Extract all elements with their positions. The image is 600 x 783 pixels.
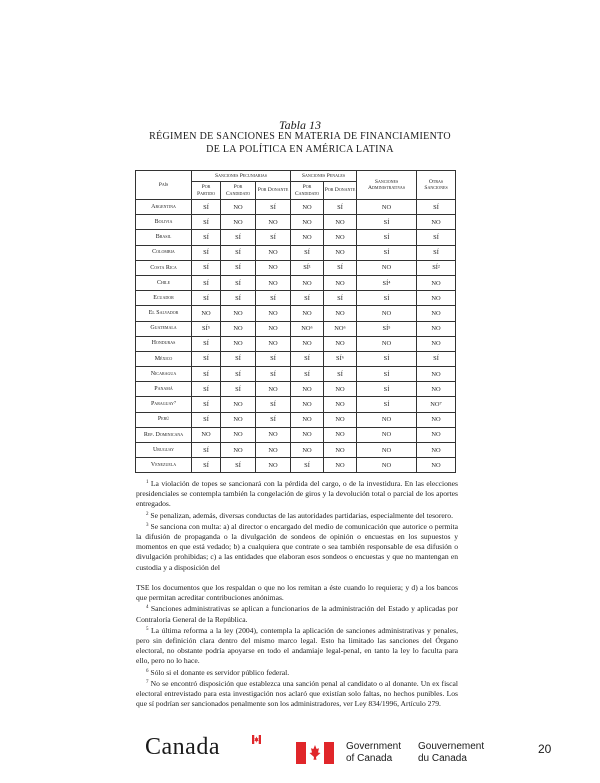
value-cell: SÍ: [357, 382, 417, 397]
value-cell: SÍ: [221, 291, 256, 306]
value-cell: SÍ: [221, 351, 256, 366]
value-cell: SÍ: [417, 200, 456, 215]
value-cell: NO: [291, 382, 324, 397]
value-cell: SÍ: [192, 412, 221, 427]
value-cell: NO⁶: [291, 321, 324, 336]
value-cell: SÍ: [357, 245, 417, 260]
value-cell: NO: [221, 443, 256, 458]
country-cell: Paraguay⁷: [136, 397, 192, 412]
value-cell: NO: [324, 245, 357, 260]
country-cell: Brasil: [136, 230, 192, 245]
value-cell: NO: [417, 458, 456, 473]
value-cell: NO: [417, 412, 456, 427]
value-cell: SÍ: [221, 230, 256, 245]
value-cell: NO: [221, 427, 256, 442]
value-cell: NO: [357, 427, 417, 442]
value-cell: NO: [417, 215, 456, 230]
value-cell: NO: [357, 260, 417, 275]
table-row: [136, 215, 456, 230]
value-cell: NO: [192, 427, 221, 442]
value-cell: NO: [324, 275, 357, 290]
country-cell: El Salvador: [136, 306, 192, 321]
value-cell: SÍ: [192, 397, 221, 412]
value-cell: SÍ: [192, 382, 221, 397]
table-row: [136, 291, 456, 306]
value-cell: SÍ: [256, 397, 291, 412]
value-cell: SÍ: [291, 351, 324, 366]
value-cell: SÍ: [192, 245, 221, 260]
table-row: [136, 245, 456, 260]
table-row: [136, 427, 456, 442]
value-cell: SÍ: [291, 458, 324, 473]
value-cell: SÍ: [291, 291, 324, 306]
value-cell: NO: [291, 230, 324, 245]
value-cell: SÍ: [256, 291, 291, 306]
footnote-1: $^1$ La violación de topes se sancionará con la pérdida del cargo, o de la investidura. En las elecciones presidenciales se contempla también la congelación de giros y la devolución total o parcial de los aportes entregados.: [136, 479, 458, 509]
value-cell: NO: [256, 306, 291, 321]
country-cell: Nicaragua: [136, 367, 192, 382]
table-row: [136, 336, 456, 351]
value-cell: NO: [221, 321, 256, 336]
value-cell: NO: [417, 443, 456, 458]
value-cell: SÍ: [256, 230, 291, 245]
gouvernement-du-canada-fr: Gouvernement du Canada: [418, 741, 485, 764]
value-cell: NO: [417, 382, 456, 397]
value-cell: SÍ: [324, 367, 357, 382]
country-cell: Argentina: [136, 200, 192, 215]
value-cell: SÍ: [324, 291, 357, 306]
value-cell: SÍ: [291, 245, 324, 260]
footnote-7: $^7$ No se encontró disposición que establezca una sanción penal al candidato o al donante. Un ex fiscal electoral entrevistado para esta investigación nos aclaró que existían solo faltas, no hechos punibles. Los que sí podrían ser sancionados penalmente son los administradores, ver Ley 834/1996, Artículo 279.: [136, 678, 458, 709]
table-row: [136, 367, 456, 382]
value-cell: NO⁶: [324, 321, 357, 336]
value-cell: NO: [324, 230, 357, 245]
table-title-line2: DE LA POLÍTICA EN AMÉRICA LATINA: [206, 144, 394, 155]
value-cell: NO: [417, 291, 456, 306]
value-cell: NO: [324, 443, 357, 458]
header-pecuniarias: Sanciones Pecuniarias: [192, 171, 291, 182]
value-cell: SÍ: [192, 275, 221, 290]
wordmark-flag-icon: [252, 735, 261, 744]
value-cell: NO: [357, 200, 417, 215]
header-administrativas: Sanciones Administrativas: [357, 171, 417, 200]
value-cell: NO: [291, 275, 324, 290]
value-cell: NO: [324, 412, 357, 427]
footnote-3-continued: TSE los documentos que los respaldan o que no los remitan a éste cuando lo requiera; y d) a los bancos que permitan acreditar contribuciones anónimas.: [136, 583, 458, 603]
value-cell: SÍ: [357, 397, 417, 412]
value-cell: NO: [256, 215, 291, 230]
value-cell: SÍ: [357, 351, 417, 366]
value-cell: NO: [221, 306, 256, 321]
value-cell: NO: [256, 275, 291, 290]
table-row: [136, 458, 456, 473]
value-cell: NO: [256, 260, 291, 275]
value-cell: NO: [324, 458, 357, 473]
value-cell: SÍ⁵: [192, 321, 221, 336]
value-cell: NO: [324, 336, 357, 351]
value-cell: SÍ: [221, 260, 256, 275]
value-cell: SÍ: [256, 412, 291, 427]
subheader-penal-donante: Por Donante: [324, 182, 357, 200]
table-row: [136, 230, 456, 245]
table-row: [136, 200, 456, 215]
footnote-4: $^4$ Sanciones administrativas se aplican a funcionarios de la administración del Estado y aplicadas por Contraloría General de la República.: [136, 604, 458, 624]
value-cell: NO: [256, 458, 291, 473]
value-cell: SÍ: [256, 200, 291, 215]
table-row: [136, 306, 456, 321]
value-cell: SÍ: [221, 367, 256, 382]
value-cell: NO: [291, 443, 324, 458]
value-cell: NO: [417, 321, 456, 336]
value-cell: NO: [256, 336, 291, 351]
footnote-3: $^3$ Se sanciona con multa: a) al director o encargado del medio de comunicación que autorice o permita la difusión de propaganda o la divulgación de sondeos de opinión o encuestas en los supuestos y momentos en que está vedado; b) a cualquiera que contrate o sea también responsable de esa difusión o divulgación prohibidas; c) a las entidades que elaboran esos sondeos o encuestas y que no mantengan en custodia y a disposición del: [136, 521, 458, 572]
table-row: [136, 260, 456, 275]
value-cell: NO: [324, 306, 357, 321]
value-cell: SÍ: [221, 245, 256, 260]
value-cell: SÍ: [192, 260, 221, 275]
value-cell: SÍ: [192, 230, 221, 245]
value-cell: SÍ: [256, 351, 291, 366]
value-cell: NO: [417, 367, 456, 382]
value-cell: SÍ: [357, 230, 417, 245]
value-cell: SÍ⁵: [357, 321, 417, 336]
table-row: [136, 443, 456, 458]
value-cell: NO: [256, 382, 291, 397]
value-cell: NO: [417, 336, 456, 351]
value-cell: SÍ: [256, 367, 291, 382]
value-cell: NO: [291, 412, 324, 427]
footnotes-block-1: [136, 478, 458, 573]
country-cell: Costa Rica: [136, 260, 192, 275]
value-cell: SÍ: [192, 336, 221, 351]
value-cell: SÍ: [192, 443, 221, 458]
value-cell: NO: [256, 321, 291, 336]
table-row: [136, 397, 456, 412]
value-cell: NO: [291, 427, 324, 442]
footnote-5: $^5$ La última reforma a la ley (2004), contempla la aplicación de sanciones administrativas y penales, pero sin definición clara dentro del mismo marco legal. Esto ha limitado las sanciones del Órgano electoral, no obstante podría apoyarse en todo el andamiaje legal-penal, en tanto la ley lo faculta para ello, pero no lo hace.: [136, 625, 458, 666]
value-cell: NO: [256, 245, 291, 260]
value-cell: NO: [417, 427, 456, 442]
canada-flag-icon: [296, 742, 334, 764]
table-title-line1: RÉGIMEN DE SANCIONES EN MATERIA DE FINANCIAMIENTO: [149, 131, 451, 142]
header-penales: Sanciones Penales: [291, 171, 357, 182]
country-cell: México: [136, 351, 192, 366]
footnote-6: $^6$ Sólo si el donante es servidor público federal.: [146, 667, 290, 677]
value-cell: SÍ⁴: [357, 275, 417, 290]
value-cell: NO: [221, 215, 256, 230]
value-cell: NO: [221, 397, 256, 412]
value-cell: NO: [221, 200, 256, 215]
subheader-por-donante: Por Donante: [256, 182, 291, 200]
value-cell: NO: [357, 443, 417, 458]
value-cell: SÍ: [221, 275, 256, 290]
government-of-canada-en: Government of Canada: [346, 741, 402, 764]
value-cell: NO: [357, 306, 417, 321]
value-cell: NO: [291, 397, 324, 412]
value-cell: SÍ: [192, 200, 221, 215]
value-cell: NO: [291, 200, 324, 215]
country-cell: Rep. Dominicana: [136, 427, 192, 442]
header-pais: País: [136, 171, 192, 200]
canada-wordmark: Canada: [145, 734, 220, 760]
country-cell: Perú: [136, 412, 192, 427]
value-cell: SÍ: [192, 351, 221, 366]
value-cell: NO: [291, 306, 324, 321]
country-cell: Ecuador: [136, 291, 192, 306]
subheader-por-candidato: Por Candidato: [221, 182, 256, 200]
value-cell: NO: [256, 427, 291, 442]
value-cell: SÍ: [192, 215, 221, 230]
value-cell: NO: [324, 397, 357, 412]
value-cell: NO: [324, 427, 357, 442]
value-cell: SÍ: [221, 458, 256, 473]
value-cell: SÍ: [417, 230, 456, 245]
table-row: [136, 275, 456, 290]
country-cell: Chile: [136, 275, 192, 290]
value-cell: SÍ⁶: [324, 351, 357, 366]
footnote-2: $^2$ Se penalizan, además, diversas conductas de las autoridades partidarias, especialmente del tesorero.: [146, 510, 453, 520]
country-cell: Bolivia: [136, 215, 192, 230]
value-cell: NO⁷: [417, 397, 456, 412]
country-cell: Venezuela: [136, 458, 192, 473]
value-cell: NO: [324, 382, 357, 397]
footnotes-block-2: [136, 583, 458, 709]
value-cell: SÍ²: [417, 260, 456, 275]
country-cell: Colombia: [136, 245, 192, 260]
value-cell: SÍ: [357, 291, 417, 306]
value-cell: SÍ: [417, 245, 456, 260]
value-cell: NO: [417, 306, 456, 321]
value-cell: SÍ: [221, 382, 256, 397]
value-cell: NO: [357, 336, 417, 351]
subheader-penal-candidato: Por Candidato: [291, 182, 324, 200]
value-cell: NO: [357, 412, 417, 427]
value-cell: NO: [324, 215, 357, 230]
country-cell: Panamá: [136, 382, 192, 397]
value-cell: SÍ: [192, 291, 221, 306]
value-cell: SÍ: [324, 200, 357, 215]
value-cell: SÍ: [417, 351, 456, 366]
value-cell: NO: [256, 443, 291, 458]
value-cell: SÍ: [324, 260, 357, 275]
value-cell: NO: [417, 275, 456, 290]
value-cell: SÍ: [357, 367, 417, 382]
page-number: 20: [538, 742, 552, 756]
value-cell: SÍ: [192, 367, 221, 382]
value-cell: SÍ: [357, 215, 417, 230]
country-cell: Guatemala: [136, 321, 192, 336]
table-row: [136, 321, 456, 336]
header-otras: Otras Sanciones: [417, 171, 456, 200]
value-cell: SÍ¹: [291, 260, 324, 275]
value-cell: SÍ: [192, 458, 221, 473]
table-row: [136, 412, 456, 427]
value-cell: NO: [357, 458, 417, 473]
value-cell: NO: [221, 412, 256, 427]
country-cell: Honduras: [136, 336, 192, 351]
table-row: [136, 351, 456, 366]
value-cell: NO: [221, 336, 256, 351]
value-cell: NO: [291, 336, 324, 351]
value-cell: NO: [291, 215, 324, 230]
subheader-por-partido: Por Partido: [192, 182, 221, 200]
table-number: Tabla 13: [279, 118, 321, 132]
country-cell: Uruguay: [136, 443, 192, 458]
value-cell: NO: [192, 306, 221, 321]
table-row: [136, 382, 456, 397]
sanctions-table: [135, 170, 456, 473]
value-cell: SÍ: [291, 367, 324, 382]
